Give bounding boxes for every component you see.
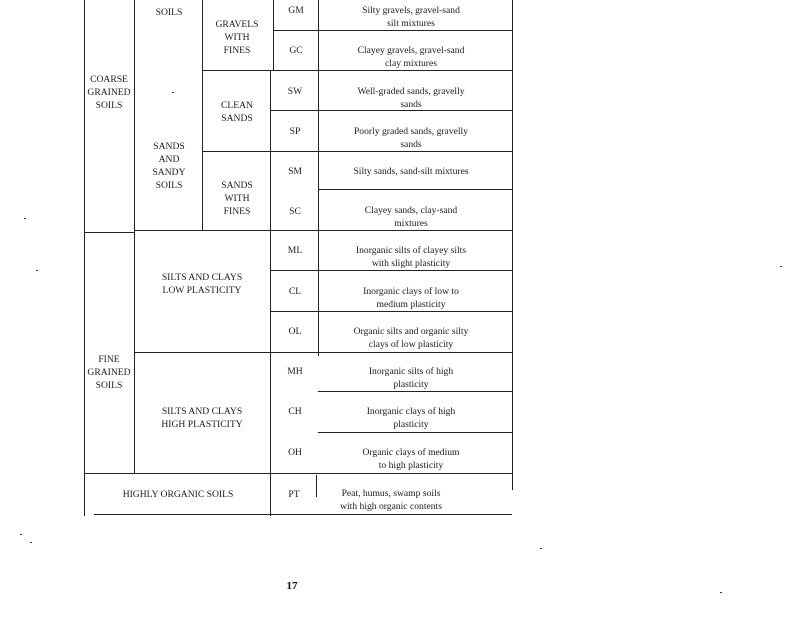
symbol-gc: GC	[289, 45, 303, 56]
row-rule-cl	[270, 311, 512, 312]
row-rule-sm	[318, 189, 512, 190]
symbol-ol: OL	[288, 326, 302, 337]
row-rule-fine-end	[84, 473, 512, 474]
fine-grained-label: FINE GRAINED SOILS	[87, 354, 131, 391]
scan-speck	[36, 270, 38, 271]
description-sc: Clayey sands, clay-sand mixtures	[364, 205, 458, 229]
description-sw: Well-graded sands, gravelly sands	[357, 86, 465, 110]
description-sm: Silty sands, sand-silt mixtures	[353, 166, 469, 177]
sands-with-fines-label: SANDS WITH FINES	[221, 180, 253, 217]
row-rule-ml	[270, 270, 512, 271]
row-rule-sc	[134, 230, 512, 231]
symbol-ch: CH	[288, 406, 302, 417]
description-gm: Silty gravels, gravel-sand silt mixtures	[362, 5, 460, 29]
symbol-pt: PT	[288, 489, 300, 500]
symbol-sp: SP	[289, 126, 301, 137]
scan-speck	[720, 592, 722, 593]
description-gc: Clayey gravels, gravel-sand clay mixtures	[357, 45, 465, 69]
clean-sands-label: CLEAN SANDS	[221, 100, 253, 124]
scan-speck	[30, 542, 32, 543]
scan-speck	[172, 92, 174, 93]
description-ml: Inorganic silts of clayey silts with slight plasticity	[355, 245, 467, 269]
scan-speck	[780, 266, 782, 267]
description-oh: Organic clays of medium to high plasticity	[362, 447, 460, 471]
silts-clays-low-label: SILTS AND CLAYS LOW PLASTICITY	[161, 272, 243, 296]
symbol-cl: CL	[288, 286, 302, 297]
silts-clays-high-label: SILTS AND CLAYS HIGH PLASTICITY	[161, 406, 243, 430]
gravels-with-fines-label: GRAVELS WITH FINES	[215, 19, 259, 56]
row-rule-gc	[202, 70, 512, 71]
col-divider-4	[318, 0, 319, 356]
highly-organic-label: HIGHLY ORGANIC SOILS	[122, 489, 234, 500]
description-mh: Inorganic silts of high plasticity	[368, 366, 454, 390]
symbol-mh: MH	[287, 366, 303, 377]
description-pt: Peat, humus, swamp soils with high organic contents	[340, 488, 442, 512]
symbol-oh: OH	[288, 447, 302, 458]
page-number: 17	[286, 580, 298, 592]
description-ch: Inorganic clays of high plasticity	[366, 406, 456, 430]
header-top-label: SOILS	[155, 7, 183, 18]
row-rule-mh	[318, 391, 512, 392]
symbol-sw: SW	[287, 86, 303, 97]
row-rule-ch	[318, 432, 512, 433]
sands-and-sandy-soils-label: SANDS AND SANDY SOILS	[152, 141, 186, 191]
symbol-sm: SM	[288, 166, 302, 177]
table-right-border	[512, 0, 513, 490]
col-divider-3	[270, 70, 271, 516]
description-cl: Inorganic clays of low to medium plasticity	[363, 286, 459, 310]
row-rule-sp	[202, 151, 512, 152]
scan-speck	[20, 534, 22, 535]
symbol-ml: ML	[287, 245, 303, 256]
row-rule-gm	[273, 30, 513, 31]
description-ol: Organic silts and organic silty clays of low plasticity	[353, 326, 469, 350]
scan-speck	[540, 548, 542, 549]
description-sp: Poorly graded sands, gravelly sands	[353, 126, 469, 150]
row-rule-low-end	[134, 352, 512, 353]
col-divider-1	[134, 0, 135, 473]
symbol-gm: GM	[288, 5, 304, 16]
row-rule-coarse-end	[84, 232, 134, 233]
coarse-grained-label: COARSE GRAINED SOILS	[87, 74, 131, 111]
col-divider-2	[202, 0, 203, 230]
table-bottom-border	[94, 514, 512, 515]
scan-speck	[24, 218, 26, 219]
symbol-sc: SC	[289, 206, 301, 217]
